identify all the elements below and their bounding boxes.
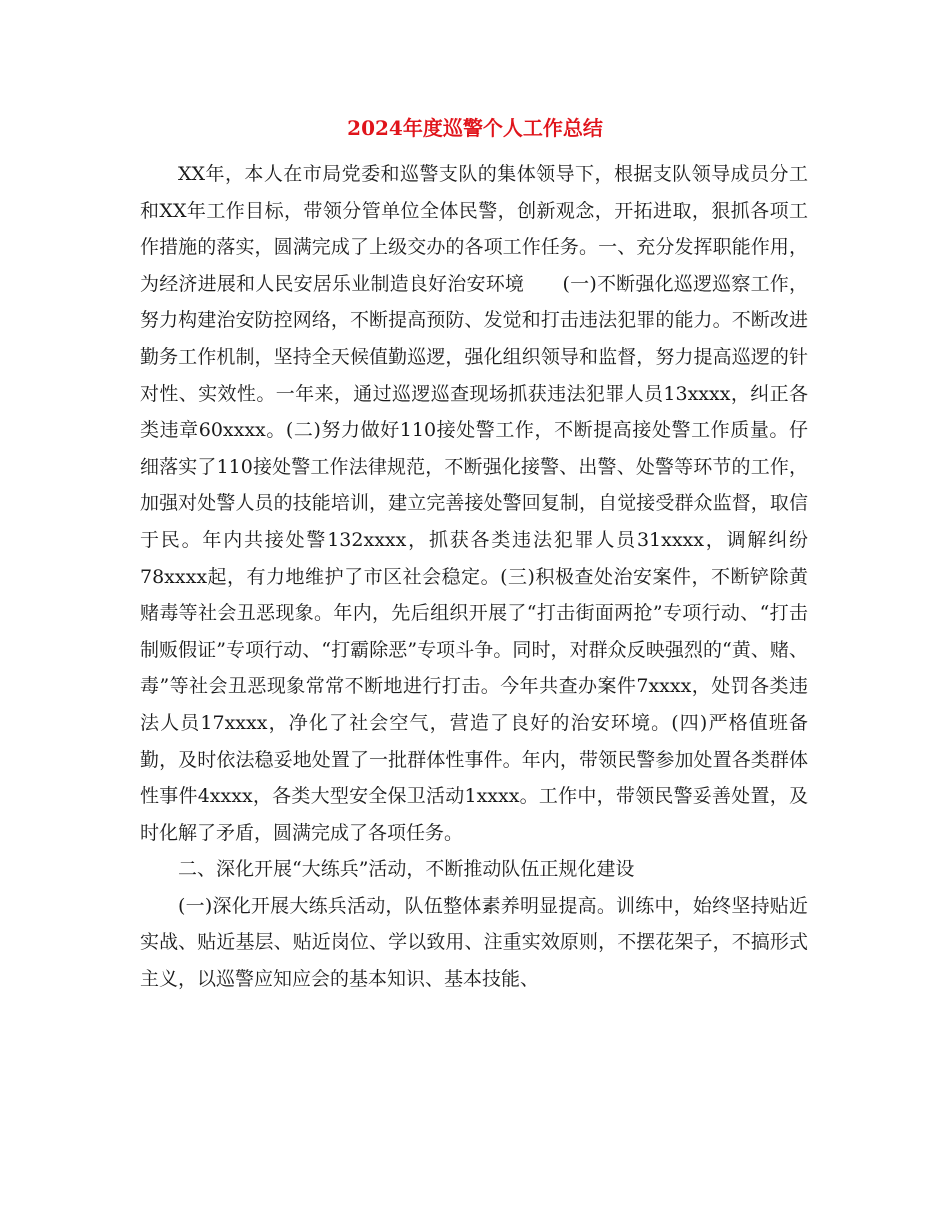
paragraph-intro: XX年，本人在市局党委和巡警支队的集体领导下，根据支队领导成员分工和XX年工作目标，带领分管单位全体民警，创新观念，开拓进取，狠抓各项工作措施的落实，圆满完成了上级交办的各项工作任务。一、充分发挥职能作用，为经济进展和人民安居乐业制造良好治安环境 (一)不断强化巡逻巡察工作，努力构建治安防控网络，不断提高预防、发觉和打击违法犯罪的能力。不断改进勤务工作机制，坚持全天候值勤巡逻，强化组织领导和监督，努力提高巡逻的针对性、实效性。一年来，通过巡逻巡查现场抓获违法犯罪人员13xxxx，纠正各类违章60xxxx。(二)努力做好110接处警工作，不断提高接处警工作质量。仔细落实了110接处警工作法律规范，不断强化接警、出警、处警等环节的工作，加强对处警人员的技能培训，建立完善接处警回复制，自觉接受群众监督，取信于民。年内共接处警132xxxx，抓获各类违法犯罪人员31xxxx，调解纠纷78xxxx起，有力地维护了市区社会稳定。(三)积极查处治安案件，不断铲除黄赌毒等社会丑恶现象。年内，先后组织开展了“打击街面两抢”专项行动、“打击制贩假证”专项行动、“打霸除恶”专项斗争。同时，对群众反映强烈的“黄、赌、毒”等社会丑恶现象常常不断地进行打击。今年共查办案件7xxxx，处罚各类违法人员17xxxx，净化了社会空气，营造了良好的治安环境。(四)严格值班备勤，及时依法稳妥地处置了一批群体性事件。年内，带领民警参加处置各类群体性事件4xxxx，各类大型安全保卫活动1xxxx。工作中，带领民警妥善处置，及时化解了矛盾，圆满完成了各项任务。: [140, 163, 808, 844]
document-title: 2024年度巡警个人工作总结: [347, 116, 603, 140]
paragraph-training: (一)深化开展大练兵活动，队伍整体素养明显提高。训练中，始终坚持贴近实战、贴近基层、贴近岗位、学以致用、注重实效原则，不摆花架子，不搞形式主义，以巡警应知应会的基本知识、基本技能、: [140, 894, 808, 991]
section-heading-two: 二、深化开展“大练兵”活动，不断推动队伍正规化建设: [178, 858, 635, 881]
document-body: [140, 156, 808, 998]
